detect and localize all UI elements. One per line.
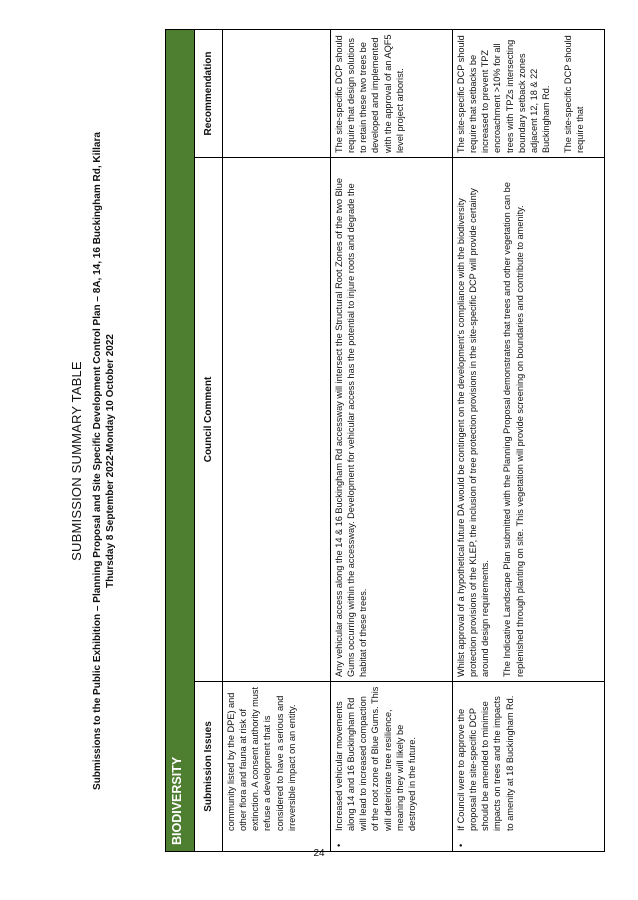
section-title: BIODIVERSITY bbox=[166, 29, 195, 851]
recommendation-cell bbox=[331, 29, 453, 157]
page-number: 24 bbox=[313, 848, 325, 859]
table-row bbox=[453, 29, 605, 851]
recommendation-paragraph: The site-specific DCP should require that bbox=[563, 35, 586, 153]
title-block bbox=[59, 22, 165, 900]
exhibition-dates: Thursday 8 September 2022-Monday 10 October 2022 bbox=[105, 334, 116, 588]
submission-table bbox=[165, 29, 605, 852]
table-row bbox=[331, 29, 453, 851]
comment-cell bbox=[453, 158, 605, 682]
issue-text: community listed by the DPE) and other flora and fauna at risk of extinction. A consent authority must refuse a development that is considered to have a serious and irreversible impact on an entity. bbox=[226, 686, 297, 831]
recommendation-paragraph: The site-specific DCP should require that setbacks be increased to prevent TPZ encroachment >10% for all trees with TPZs intersecting boundary setback zones adjacent 12, 18 & 22 Buckingham Rd. bbox=[456, 35, 551, 153]
issue-text: If Council were to approve the proposal the site-specific DCP should be amended to minimise impacts on trees and the impacts to amenity at 18 Buckingham Rd. bbox=[456, 695, 515, 831]
page-title: SUBMISSION SUMMARY TABLE bbox=[69, 361, 84, 561]
issue-cell bbox=[223, 682, 331, 852]
comment-paragraph: The Indicative Landscape Plan submitted with the Planning Proposal demonstrates that trees and other vegetation can be replenished through planting on site. This vegetation will provide screening on boundaries and contribute to amenity. bbox=[502, 182, 525, 677]
column-header: Submission Issues bbox=[195, 682, 223, 852]
comment-cell bbox=[223, 158, 331, 682]
comment-paragraph: Whilst approval of a hypothetical future DA would be contingent on the development’s compliance with the biodiversity protection provisions of the KLEP, the inclusion of tree protection provisions in the site-specific DCP will provide certainty around design requirements. bbox=[456, 188, 491, 677]
rotated-page-content bbox=[59, 22, 586, 900]
table-row bbox=[223, 29, 331, 851]
issue-cell bbox=[453, 682, 605, 852]
header-row bbox=[195, 29, 223, 851]
column-header: Recommendation bbox=[195, 29, 223, 157]
comment-cell bbox=[331, 158, 453, 682]
issue-text: Increased vehicular movements along 14 and 16 Buckingham Rd will lead to increased compaction of the root zone of Blue Gums. This will deteriorate tree resilience, meaning they will likely be destroyed in the future. bbox=[334, 686, 417, 831]
comment-paragraph: Any vehicular access along the 14 & 16 Buckingham Rd accessway will intersect the Structural Root Zones of the two Blue Gums occurring within the accessway. Development for vehicular access has the potential to injure roots and degrade the habitat of these trees. bbox=[334, 178, 369, 677]
section-row bbox=[166, 29, 195, 851]
bullet-icon: • bbox=[456, 843, 466, 847]
bullet-icon: • bbox=[334, 843, 344, 847]
recommendation-cell bbox=[453, 29, 605, 157]
recommendation-cell bbox=[223, 29, 331, 157]
column-header: Council Comment bbox=[195, 158, 223, 682]
recommendation-paragraph: The site-specific DCP should require that design solutions to retain these two trees be developed and implemented with the approval of an AQF5 level project arborist. bbox=[334, 34, 405, 153]
page-subtitle: Submissions to the Public Exhibition – Planning Proposal and Site Specific Development Control Plan – 8A, 14, 16 Buckingham Rd, Killara bbox=[92, 132, 103, 790]
issue-cell bbox=[331, 682, 453, 852]
